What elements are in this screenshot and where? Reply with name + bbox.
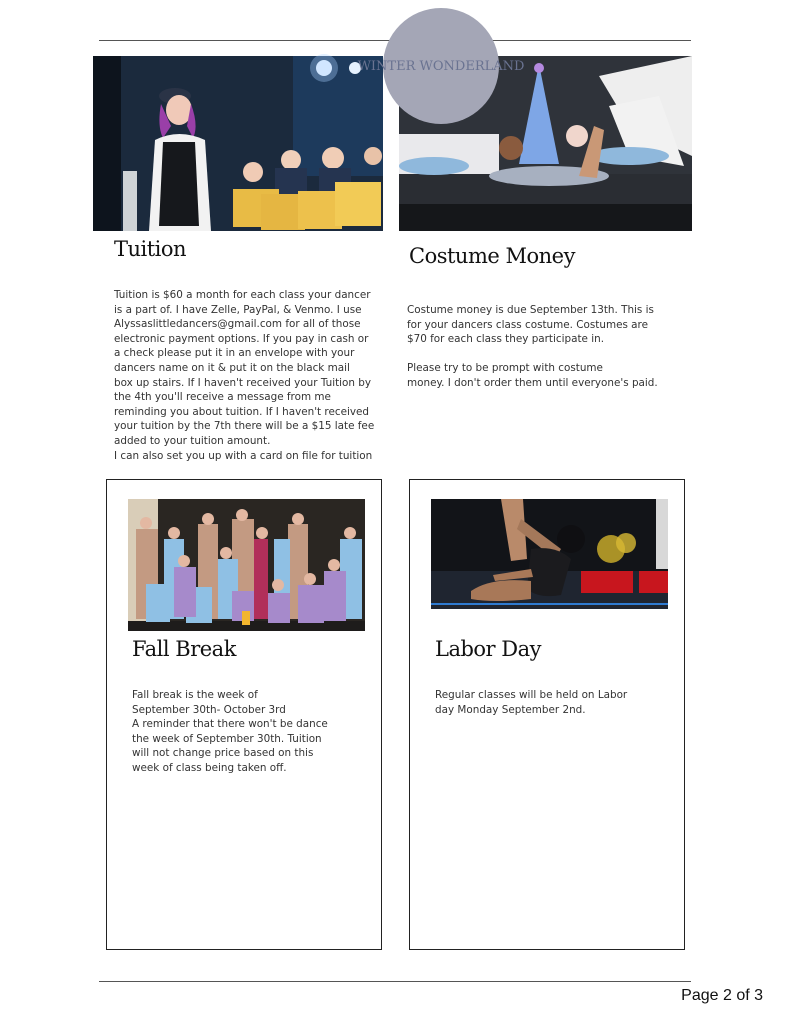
labor-day-photo <box>431 499 668 609</box>
costume-money-body: Costume money is due September 13th. This is for your dancers class costume. Costumes are $70 for each class they participate in. Please try to be prompt with costume money. I don't order them until everyone's paid. <box>407 304 658 389</box>
fall-break-photo <box>128 499 365 631</box>
fall-break-card <box>106 479 382 950</box>
labor-day-body: Regular classes will be held on Labor day Monday September 2nd. <box>435 689 628 716</box>
tuition-body: Tuition is $60 a month for each class your dancer is a part of. I have Zelle, PayPal, & Venmo. I use Alyssaslittledancers@gmail.com for all of those electronic payment options. If you pay in cash or a check please put it in an envelope with your dancers name on it & put it on the black mail box up stairs. If I haven't received your Tuition by the 4th you'll receive a message from me reminding you about tuition. If I haven't received your tuition by the 7th there will be a $15 late fee added to your tuition amount. I can also set you up with a card on file for tuition <box>114 289 375 462</box>
tuition-heading: Tuition <box>114 237 187 261</box>
labor-day-heading: Labor Day <box>435 637 541 661</box>
winter-wonderland-sign: WINTER WONDERLAND <box>357 59 525 74</box>
page-number: Page 2 of 3 <box>681 987 763 1004</box>
costume-money-heading: Costume Money <box>409 244 575 268</box>
fall-break-heading: Fall Break <box>132 637 236 661</box>
labor-day-card <box>409 479 685 950</box>
fall-break-body: Fall break is the week of September 30th- October 3rd A reminder that there won't be dance the week of September 30th. Tuition will not change price based on this week of class being taken off. <box>132 689 328 774</box>
tuition-photo <box>93 56 383 231</box>
bottom-divider <box>99 981 691 982</box>
costume-photo <box>357 56 692 231</box>
